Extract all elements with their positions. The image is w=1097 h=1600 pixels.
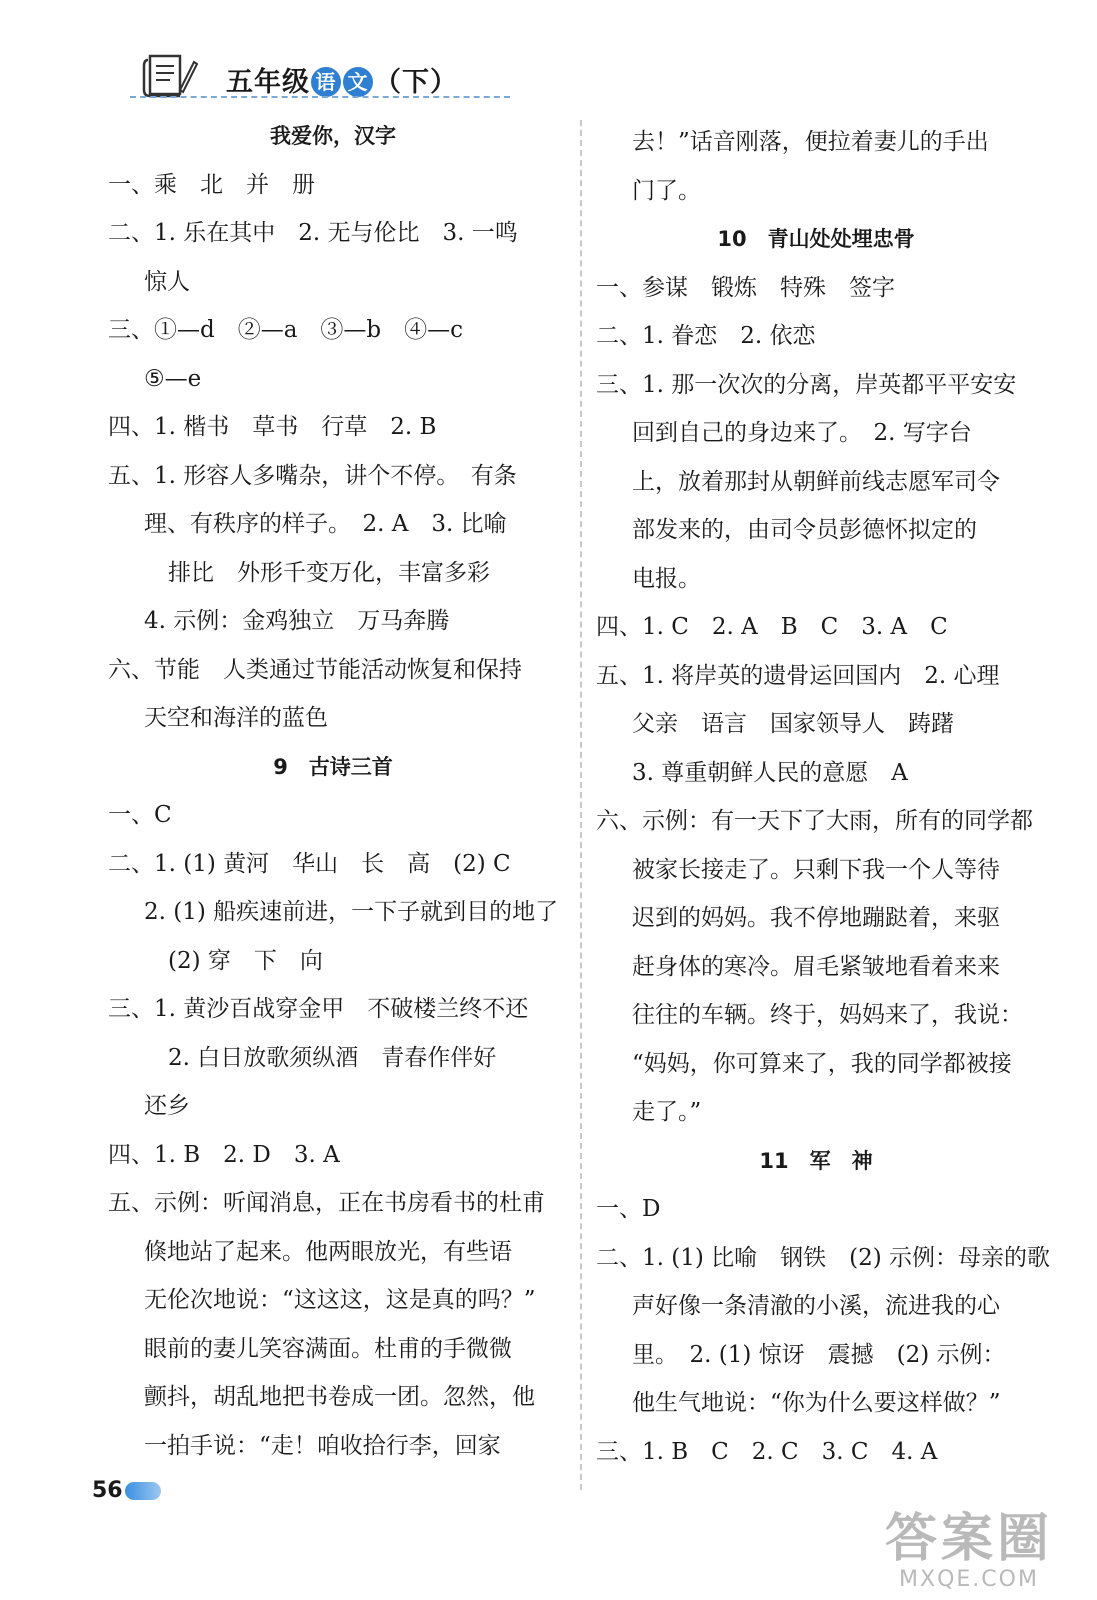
answer-line: 部发来的，由司令员彭德怀拟定的: [632, 517, 977, 543]
page-number: [92, 1478, 166, 1512]
answer-line: 三、1. 那一次次的分离，岸英都平平安安: [596, 371, 1017, 398]
header-rule: [130, 96, 510, 98]
page-arrow-icon: [125, 1482, 161, 1500]
answer-line: 迟到的妈妈。我不停地蹦跶着，来驱: [632, 905, 1000, 931]
answer-line: 一拍手说：“走！咱收拾行李，回家: [144, 1432, 501, 1459]
answer-line: 二、1. (1) 黄河 华山 长 高 (2) C: [108, 850, 511, 877]
answer-line: 二、1. (1) 比喻 钢铁 (2) 示例：母亲的歌: [596, 1244, 1051, 1271]
page-number-text: 56: [92, 1478, 123, 1503]
answer-line: 二、1. 眷恋 2. 依恋: [596, 323, 816, 349]
right-column: [596, 118, 1051, 1476]
answer-line: 还乡: [144, 1093, 190, 1119]
answer-line: 四、1. C 2. A B C 3. A C: [596, 614, 948, 640]
answer-line: 父亲 语言 国家领导人 踌躇: [632, 711, 954, 737]
scroll-pencil-icon: [140, 50, 198, 102]
answer-line: 他生气地说：“你为什么要这样做？”: [632, 1390, 1001, 1416]
answer-line: 门了。: [632, 177, 701, 204]
answer-line: 惊人: [144, 268, 190, 295]
left-column: [108, 112, 558, 1470]
answer-line: 一、参谋 锻炼 特殊 签字: [596, 274, 895, 301]
answer-line: 一、C: [108, 802, 172, 828]
answer-line: 六、节能 人类通过节能活动恢复和保持: [108, 656, 522, 683]
answer-line: 四、1. B 2. D 3. A: [108, 1141, 340, 1168]
answer-line: 三、①—d ②—a ③—b ④—c: [108, 317, 464, 343]
title-grade: 五年级: [226, 67, 310, 98]
watermark-logo: 答案圈: [884, 1509, 1053, 1569]
answer-line: 排比 外形千变万化，丰富多彩: [168, 559, 490, 586]
page-header: [130, 48, 510, 108]
answer-line: (2) 穿 下 向: [168, 947, 323, 974]
answer-line: 回到自己的身边来了。 2. 写字台: [632, 420, 972, 446]
section-title: 我爱你，汉字: [270, 124, 396, 148]
book-title: [226, 60, 458, 99]
answer-line: 理、有秩序的样子。 2. A 3. 比喻: [144, 511, 507, 537]
answer-line: 五、1. 将岸英的遗骨运回国内 2. 心理: [596, 662, 1000, 689]
answer-line: 三、1. 黄沙百战穿金甲 不破楼兰终不还: [108, 996, 529, 1022]
watermark: [885, 1511, 1053, 1592]
title-wen: 文: [343, 67, 373, 97]
section-title: 10 青山处处埋忠骨: [717, 227, 915, 251]
answer-line: 电报。: [632, 565, 701, 592]
answer-line: 三、1. B C 2. C 3. C 4. A: [596, 1438, 938, 1465]
answer-line: 眼前的妻儿笑容满面。杜甫的手微微: [144, 1335, 512, 1362]
title-volume: （下）: [374, 67, 458, 98]
answer-line: 一、乘 北 并 册: [108, 171, 315, 198]
answer-line: 走了。”: [632, 1099, 702, 1125]
answer-line: 四、1. 楷书 草书 行草 2. B: [108, 414, 437, 440]
column-divider: [580, 120, 582, 1490]
watermark-url: MXQE.COM: [899, 1567, 1039, 1592]
answer-line: 五、示例：听闻消息，正在书房看书的杜甫: [108, 1190, 545, 1216]
answer-line: ⑤—e: [144, 365, 202, 392]
answer-line: 4. 示例：金鸡独立 万马奔腾: [144, 608, 450, 634]
answer-line: 2. (1) 船疾速前进，一下子就到目的地了: [144, 899, 559, 925]
answer-line: 六、示例：有一天下了大雨，所有的同学都: [596, 808, 1033, 834]
answer-line: 上，放着那封从朝鲜前线志愿军司令: [632, 468, 1000, 495]
answer-line: 倏地站了起来。他两眼放光，有些语: [144, 1238, 512, 1265]
answer-line: 2. 白日放歌须纵酒 青春作伴好: [168, 1044, 497, 1071]
answer-line: 被家长接走了。只剩下我一个人等待: [632, 856, 1000, 883]
answer-line: 去！”话音刚落，便拉着妻儿的手出: [632, 129, 989, 155]
answer-line: 天空和海洋的蓝色: [144, 705, 328, 731]
answer-line: 声好像一条清澈的小溪，流进我的心: [632, 1293, 1000, 1319]
answer-line: 里。 2. (1) 惊讶 震撼 (2) 示例：: [632, 1341, 1006, 1368]
answer-line: 一、D: [596, 1196, 661, 1222]
answer-line: 赶身体的寒冷。眉毛紧皱地看着来来: [632, 953, 1000, 980]
answer-line: 无伦次地说：“这这这，这是真的吗？”: [144, 1287, 536, 1313]
answer-line: 颤抖，胡乱地把书卷成一团。忽然，他: [144, 1384, 535, 1410]
answer-line: 往往的车辆。终于，妈妈来了，我说：: [632, 1002, 1023, 1028]
title-yu: 语: [311, 67, 341, 97]
answer-line: 五、1. 形容人多嘴杂，讲个不停。 有条: [108, 462, 517, 489]
answer-line: “妈妈，你可算来了，我的同学都被接: [632, 1050, 1012, 1077]
section-title: 11 军 神: [759, 1148, 873, 1173]
section-title: 9 古诗三首: [273, 754, 393, 779]
answer-line: 二、1. 乐在其中 2. 无与伦比 3. 一鸣: [108, 220, 518, 246]
answer-line: 3. 尊重朝鲜人民的意愿 A: [632, 759, 908, 786]
